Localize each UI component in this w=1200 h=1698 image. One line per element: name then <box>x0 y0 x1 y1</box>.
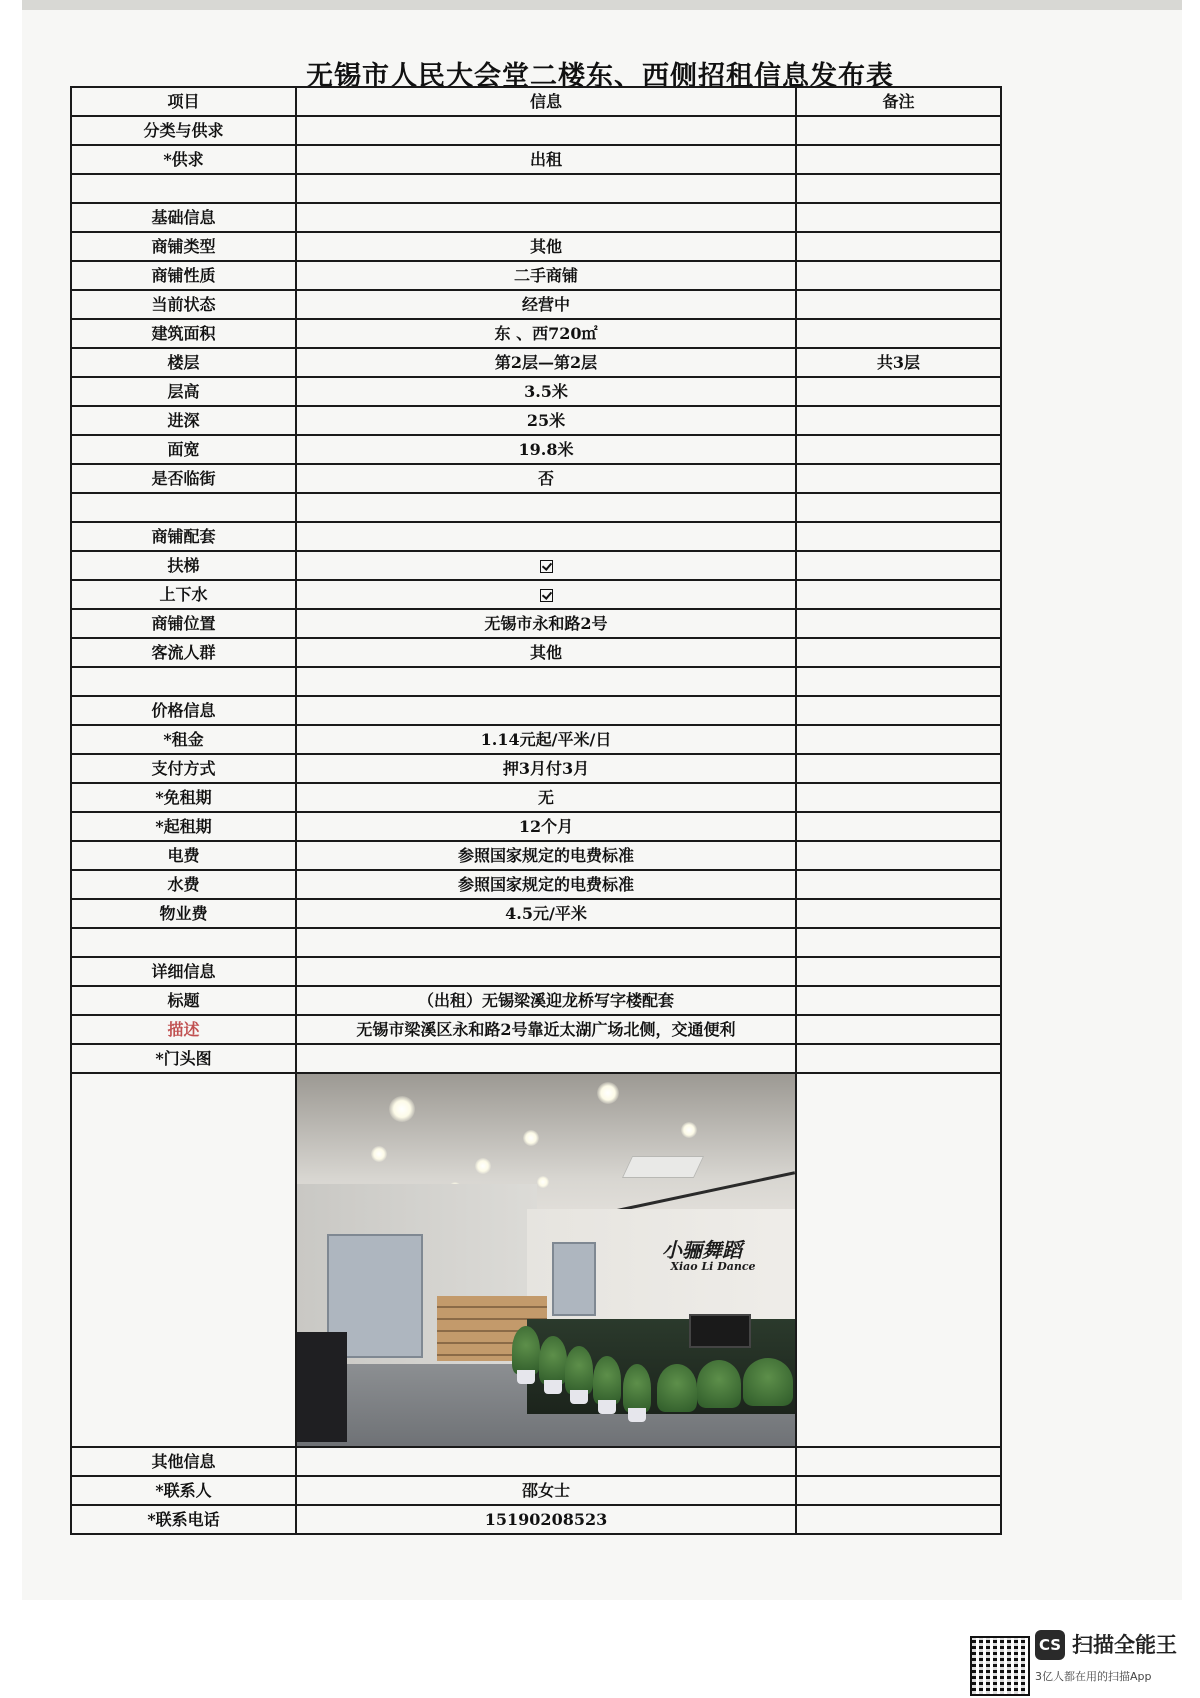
table-row <box>71 319 1001 348</box>
table-row <box>71 116 1001 145</box>
table-row <box>71 899 1001 928</box>
table-row <box>71 1044 1001 1073</box>
row-value: 无锡市梁溪区永和路2号靠近太湖广场北侧，交通便利 <box>296 1015 796 1044</box>
table-row <box>71 580 1001 609</box>
table-row <box>71 406 1001 435</box>
table-row <box>71 1447 1001 1476</box>
row-value: 无 <box>296 783 796 812</box>
table-row <box>71 696 1001 725</box>
table-row <box>71 493 1001 522</box>
storefront-photo <box>297 1074 796 1446</box>
row-label: *联系电话 <box>71 1505 296 1534</box>
checkbox-checked-icon <box>540 589 553 602</box>
table-row <box>71 609 1001 638</box>
row-label: *门头图 <box>71 1044 296 1073</box>
table-row <box>71 348 1001 377</box>
table-row <box>71 1505 1001 1534</box>
row-value: 出租 <box>296 145 796 174</box>
section-label: 详细信息 <box>71 957 296 986</box>
table-row <box>71 928 1001 957</box>
row-label: 商铺类型 <box>71 232 296 261</box>
row-value: 东 、西720㎡ <box>296 319 796 348</box>
section-label: 价格信息 <box>71 696 296 725</box>
table-row <box>71 522 1001 551</box>
row-label: 楼层 <box>71 348 296 377</box>
row-label: 水费 <box>71 870 296 899</box>
row-value: 12个月 <box>296 812 796 841</box>
row-value <box>296 580 796 609</box>
row-value: 3.5米 <box>296 377 796 406</box>
document-title: 无锡市人民大会堂二楼东、西侧招租信息发布表 <box>306 61 894 92</box>
section-label: 其他信息 <box>71 1447 296 1476</box>
row-value: 第2层—第2层 <box>296 348 796 377</box>
row-value: 无锡市永和路2号 <box>296 609 796 638</box>
table-row <box>71 783 1001 812</box>
scanner-app-tagline: 3亿人都在用的扫描App <box>1035 1670 1152 1683</box>
row-label: 商铺位置 <box>71 609 296 638</box>
table-row <box>71 870 1001 899</box>
row-value: 参照国家规定的电费标准 <box>296 841 796 870</box>
table-row <box>71 841 1001 870</box>
row-label: 标题 <box>71 986 296 1015</box>
row-value: 否 <box>296 464 796 493</box>
table-row <box>71 232 1001 261</box>
table-row <box>71 203 1001 232</box>
dance-studio-logo: 小骊舞蹈 Xiao Li Dance <box>662 1238 756 1273</box>
table-row <box>71 145 1001 174</box>
rental-info-table <box>70 86 1002 1535</box>
row-note: 共3层 <box>796 348 1001 377</box>
header-info: 信息 <box>296 87 796 116</box>
row-label: 是否临街 <box>71 464 296 493</box>
row-label: 面宽 <box>71 435 296 464</box>
table-row <box>71 1073 1001 1447</box>
row-value: 经营中 <box>296 290 796 319</box>
checkbox-checked-icon <box>540 560 553 573</box>
header-note: 备注 <box>796 87 1001 116</box>
row-value: 押3月付3月 <box>296 754 796 783</box>
table-row <box>71 986 1001 1015</box>
table-row <box>71 290 1001 319</box>
row-label: *起租期 <box>71 812 296 841</box>
row-label: 当前状态 <box>71 290 296 319</box>
row-label: 客流人群 <box>71 638 296 667</box>
row-label: 支付方式 <box>71 754 296 783</box>
table-row <box>71 638 1001 667</box>
header-item: 项目 <box>71 87 296 116</box>
storefront-photo-cell <box>296 1073 796 1447</box>
row-label: *租金 <box>71 725 296 754</box>
section-label: 商铺配套 <box>71 522 296 551</box>
row-label: 建筑面积 <box>71 319 296 348</box>
row-label: 上下水 <box>71 580 296 609</box>
row-label: 层高 <box>71 377 296 406</box>
row-label: 商铺性质 <box>71 261 296 290</box>
row-label: 描述 <box>71 1015 296 1044</box>
camscanner-logo-icon: CS <box>1035 1630 1065 1660</box>
table-row <box>71 667 1001 696</box>
table-row <box>71 754 1001 783</box>
row-label: *联系人 <box>71 1476 296 1505</box>
qr-code-icon <box>970 1636 1030 1696</box>
row-value: 邵女士 <box>296 1476 796 1505</box>
row-value: 1.14元起/平米/日 <box>296 725 796 754</box>
table-row <box>71 957 1001 986</box>
row-value <box>296 551 796 580</box>
row-value: 15190208523 <box>296 1505 796 1534</box>
row-value: 参照国家规定的电费标准 <box>296 870 796 899</box>
row-label: *免租期 <box>71 783 296 812</box>
table-row <box>71 551 1001 580</box>
row-value: （出租）无锡梁溪迎龙桥写字楼配套 <box>296 986 796 1015</box>
table-row <box>71 261 1001 290</box>
row-value: 25米 <box>296 406 796 435</box>
table-row <box>71 435 1001 464</box>
row-label: *供求 <box>71 145 296 174</box>
row-value: 二手商铺 <box>296 261 796 290</box>
table-row <box>71 725 1001 754</box>
table-row <box>71 1476 1001 1505</box>
row-value: 4.5元/平米 <box>296 899 796 928</box>
section-label: 基础信息 <box>71 203 296 232</box>
scan-edge <box>22 0 1182 10</box>
section-label: 分类与供求 <box>71 116 296 145</box>
scanner-app-name: 扫描全能王 <box>1072 1633 1177 1657</box>
row-value: 19.8米 <box>296 435 796 464</box>
table-row <box>71 464 1001 493</box>
table-row <box>71 377 1001 406</box>
row-value: 其他 <box>296 638 796 667</box>
table-row <box>71 174 1001 203</box>
row-label: 进深 <box>71 406 296 435</box>
table-row <box>71 812 1001 841</box>
row-label: 扶梯 <box>71 551 296 580</box>
row-label: 物业费 <box>71 899 296 928</box>
table-header-row <box>71 87 1001 116</box>
row-label: 电费 <box>71 841 296 870</box>
table-row <box>71 1015 1001 1044</box>
row-value: 其他 <box>296 232 796 261</box>
